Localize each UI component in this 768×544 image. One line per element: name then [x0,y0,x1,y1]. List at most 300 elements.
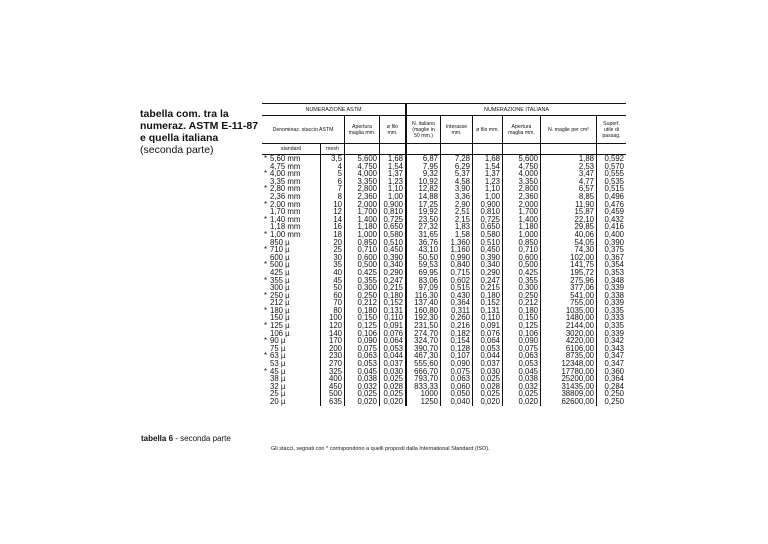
cell-mesh: 140 [321,330,345,338]
iso-marker: * [264,184,268,194]
cell-n-italiano: 97,09 [406,284,441,292]
cell-n-maglie: 15,87 [541,208,597,216]
iso-marker: * [264,321,268,331]
cell-interasse: 4,58 [441,178,473,186]
cell-n-italiano: 160,80 [406,307,441,315]
cell-superficie: 0,416 [604,222,624,232]
cell-n-maglie: 40,06 [541,231,597,239]
cell-apertura-astm: 0,212 [345,299,380,307]
cell-apertura-italiana: 2,000 [503,201,541,209]
cell-n-italiano: 69,95 [406,269,441,277]
cell-apertura-astm: 2,000 [345,201,380,209]
cell-filo-italiana: 1,37 [473,170,503,178]
cell-apertura-italiana: 0,250 [503,292,541,300]
col-header-denominazione: Denominaz. staccio ASTM [262,116,345,144]
cell-n-italiano: 666,70 [406,368,441,376]
cell-mesh: 20 [321,239,345,247]
cell-filo-astm: 1,54 [387,161,403,171]
cell-superficie: 0,250 [604,389,624,399]
cell-apertura-astm: 1,180 [345,223,380,231]
iso-marker: * [264,366,268,376]
cell-apertura-astm: 0,063 [345,352,380,360]
cell-superficie: 0,339 [604,298,624,308]
cell-superficie: 0,459 [604,207,624,217]
cell-filo-astm: 0,390 [383,252,403,262]
cell-mesh: 7 [321,185,345,193]
cell-filo-astm: 0,131 [383,305,403,315]
cell-superficie: 0,432 [604,214,624,224]
cell-mesh: 14 [321,216,345,224]
cell-n-italiano: 116,30 [406,292,441,300]
cell-filo-italiana: 0,390 [473,254,503,262]
cell-n-maglie: 8,85 [541,193,597,201]
cell-n-maglie: 25200,00 [541,375,597,383]
cell-interasse: 2,51 [441,208,473,216]
standard-value: 1,70 mm [270,207,301,217]
cell-interasse: 1,58 [441,231,473,239]
cell-apertura-italiana: 1,700 [503,208,541,216]
cell-mesh: 4 [321,163,345,171]
group-header-italiana: NUMERAZIONE ITALIANA [406,104,626,116]
cell-superficie: 0,284 [604,381,624,391]
table-caption-label: tabella 6 [141,434,174,443]
cell-superficie: 0,333 [604,313,624,323]
cell-apertura-italiana: 0,075 [503,345,541,353]
cell-filo-italiana: 0,025 [473,390,503,398]
cell-interasse: 0,128 [441,345,473,353]
cell-mesh: 400 [321,375,345,383]
cell-mesh: 25 [321,246,345,254]
cell-n-maglie: 1,88 [541,155,597,163]
iso-marker: * [264,260,268,270]
cell-apertura-italiana: 0,710 [503,246,541,254]
cell-filo-astm: 0,247 [383,275,403,285]
cell-n-maglie: 1480,00 [541,314,597,322]
cell-superficie: 0,342 [604,336,624,346]
cell-apertura-italiana: 0,300 [503,284,541,292]
cell-apertura-italiana: 0,355 [503,277,541,285]
cell-interasse: 0,040 [441,398,473,406]
cell-mesh: 40 [321,269,345,277]
standard-value: 32 µ [270,381,286,391]
iso-marker: * [264,229,268,239]
cell-interasse: 0,182 [441,330,473,338]
cell-superficie: 0,338 [604,290,624,300]
cell-n-italiano: 467,30 [406,352,441,360]
cell-interasse: 2,15 [441,216,473,224]
cell-filo-italiana: 0,450 [473,246,503,254]
cell-interasse: 0,602 [441,277,473,285]
standard-value: 75 µ [270,343,286,353]
cell-interasse: 3,36 [441,193,473,201]
standard-value: 106 µ [270,328,290,338]
cell-apertura-astm: 2,360 [345,193,380,201]
standard-value: 3,35 mm [270,176,301,186]
cell-filo-italiana: 0,030 [473,368,503,376]
cell-n-maglie: 3,47 [541,170,597,178]
cell-n-maglie: 12348,00 [541,360,597,368]
cell-apertura-astm: 0,125 [345,322,380,330]
cell-filo-italiana: 1,00 [473,193,503,201]
cell-n-maglie: 31435,00 [541,383,597,391]
cell-superficie: 0,347 [604,351,624,361]
cell-superficie: 0,339 [604,328,624,338]
cell-n-italiano: 10,92 [406,178,441,186]
cell-apertura-astm: 4,000 [345,170,380,178]
table-row [262,208,626,216]
standard-value: 600 µ [270,252,290,262]
cell-n-maglie: 6,57 [541,185,597,193]
cell-superficie: 0,535 [604,176,624,186]
cell-n-italiano: 19,92 [406,208,441,216]
cell-n-maglie: 6106,00 [541,345,597,353]
cell-mesh: 270 [321,360,345,368]
cell-apertura-italiana: 0,053 [503,360,541,368]
cell-filo-italiana: 1,68 [473,155,503,163]
cell-n-italiano: 1000 [406,390,441,398]
cell-n-maglie: 8735,00 [541,352,597,360]
standard-value: 425 µ [270,267,290,277]
standard-value: 250 µ [270,290,290,300]
cell-superficie: 0,367 [604,252,624,262]
cell-n-maglie: 1035,00 [541,307,597,315]
cell-filo-italiana: 0,580 [473,231,503,239]
cell-n-italiano: 31,65 [406,231,441,239]
cell-apertura-astm: 0,053 [345,360,380,368]
cell-filo-astm: 0,810 [383,207,403,217]
cell-filo-italiana: 0,510 [473,239,503,247]
cell-filo-italiana: 0,290 [473,269,503,277]
cell-apertura-italiana: 5,600 [503,155,541,163]
cell-apertura-astm: 1,000 [345,231,380,239]
iso-marker: * [264,154,268,163]
standard-value: 38 µ [270,374,286,384]
cell-n-italiano: 17,25 [406,201,441,209]
cell-n-maglie: 755,00 [541,299,597,307]
cell-filo-italiana: 0,037 [473,360,503,368]
cell-n-maglie: 3020,00 [541,330,597,338]
cell-n-maglie: 29,85 [541,223,597,231]
cell-filo-astm: 0,020 [383,397,403,406]
cell-mesh: 450 [321,383,345,391]
standard-value: 150 µ [270,313,290,323]
standard-value: 45 µ [270,366,286,376]
standard-value: 53 µ [270,359,286,369]
cell-interasse: 0,075 [441,368,473,376]
iso-marker: * [264,351,268,361]
cell-n-maglie: 275,96 [541,277,597,285]
cell-mesh: 10 [321,201,345,209]
cell-n-italiano: 14,88 [406,193,441,201]
col-header-interasse: Interasse mm. [441,116,473,144]
cell-n-italiano: 50,50 [406,254,441,262]
cell-mesh: 500 [321,390,345,398]
cell-superficie: 0,250 [604,397,624,406]
cell-apertura-astm: 0,425 [345,269,380,277]
cell-apertura-italiana: 0,038 [503,375,541,383]
cell-mesh: 60 [321,292,345,300]
cell-filo-italiana: 0,076 [473,330,503,338]
cell-interasse: 6,29 [441,163,473,171]
table-body [262,155,626,406]
cell-n-italiano: 390,70 [406,345,441,353]
cell-n-italiano: 793,70 [406,375,441,383]
cell-superficie: 0,555 [604,169,624,179]
standard-value: 20 µ [270,397,286,406]
table-caption-text: - seconda parte [173,434,231,443]
col-header-n-maglie: N. maglie per cm² [541,116,597,144]
cell-apertura-astm: 0,600 [345,254,380,262]
table-row [262,178,626,186]
cell-mesh: 635 [321,398,345,406]
cell-apertura-astm: 0,025 [345,390,380,398]
cell-interasse: 0,430 [441,292,473,300]
cell-superficie: 0,335 [604,305,624,315]
standard-value: 25 µ [270,389,286,399]
table-title [140,108,262,156]
standard-value: 4,75 mm [270,161,301,171]
cell-superficie: 0,339 [604,283,624,293]
cell-filo-italiana: 0,180 [473,292,503,300]
table-row [262,170,626,178]
cell-apertura-astm: 0,355 [345,277,380,285]
col-header-standard: standard [262,144,321,155]
cell-apertura-astm: 0,020 [345,398,380,406]
cell-filo-astm: 0,180 [383,290,403,300]
cell-apertura-italiana: 0,180 [503,307,541,315]
iso-marker: * [264,305,268,315]
cell-n-maglie: 2144,00 [541,322,597,330]
cell-filo-astm: 0,028 [383,381,403,391]
cell-apertura-astm: 0,250 [345,292,380,300]
cell-apertura-italiana: 0,125 [503,322,541,330]
col-header-filo-italiana: ø filo mm. [473,116,503,144]
iso-marker: * [264,245,268,255]
cell-filo-italiana: 0,020 [473,398,503,406]
cell-apertura-astm: 4,750 [345,163,380,171]
cell-apertura-astm: 0,850 [345,239,380,247]
cell-mesh: 3,5 [321,155,345,163]
standard-value: 5,60 mm [270,154,301,163]
cell-filo-astm: 0,650 [383,222,403,232]
col-header-n-italiano: N. italiano (maglie in 50 mm.) [406,116,441,144]
cell-filo-astm: 0,064 [383,336,403,346]
cell-apertura-italiana: 0,500 [503,261,541,269]
cell-mesh: 100 [321,314,345,322]
cell-n-italiano: 36,76 [406,239,441,247]
cell-filo-italiana: 0,650 [473,223,503,231]
cell-n-italiano: 192,30 [406,314,441,322]
cell-interasse: 0,840 [441,261,473,269]
cell-filo-astm: 0,030 [383,366,403,376]
cell-interasse: 5,37 [441,170,473,178]
cell-n-italiano: 555,60 [406,360,441,368]
cell-superficie: 0,353 [604,267,624,277]
sieve-conversion-table [262,103,626,406]
cell-filo-italiana: 0,091 [473,322,503,330]
cell-mesh: 30 [321,254,345,262]
table-row [262,155,626,163]
cell-apertura-astm: 0,300 [345,284,380,292]
col-header-apertura-italiana: Apertura maglia mm. [503,116,541,144]
cell-filo-astm: 0,091 [383,321,403,331]
standard-value: 1,18 mm [270,222,301,232]
cell-n-italiano: 59,53 [406,261,441,269]
standard-value: 710 µ [270,245,290,255]
cell-apertura-italiana: 1,000 [503,231,541,239]
cell-mesh: 170 [321,337,345,345]
table-caption [141,434,231,443]
table-row [262,216,626,224]
standard-value: 1,00 mm [270,229,301,239]
table-row [262,231,626,239]
cell-apertura-italiana: 3,350 [503,178,541,186]
cell-interasse: 0,715 [441,269,473,277]
cell-apertura-astm: 0,500 [345,261,380,269]
cell-filo-italiana: 0,131 [473,307,503,315]
cell-apertura-italiana: 1,400 [503,216,541,224]
cell-interasse: 0,364 [441,299,473,307]
cell-interasse: 1,83 [441,223,473,231]
cell-apertura-astm: 0,090 [345,337,380,345]
cell-mesh: 200 [321,345,345,353]
cell-filo-italiana: 0,725 [473,216,503,224]
cell-n-maglie: 195,72 [541,269,597,277]
group-header-astm: NUMERAZIONE ASTM [262,104,406,116]
cell-apertura-italiana: 0,850 [503,239,541,247]
table-title-sub: (seconda parte) [140,144,214,156]
cell-superficie: 0,360 [604,366,624,376]
cell-n-italiano: 231,50 [406,322,441,330]
cell-apertura-italiana: 0,063 [503,352,541,360]
cell-filo-astm: 0,725 [383,214,403,224]
cell-apertura-italiana: 0,106 [503,330,541,338]
cell-filo-italiana: 1,54 [473,163,503,171]
iso-marker: * [264,199,268,209]
cell-mesh: 70 [321,299,345,307]
cell-apertura-astm: 3,350 [345,178,380,186]
cell-apertura-italiana: 0,020 [503,398,541,406]
cell-apertura-italiana: 1,180 [503,223,541,231]
cell-superficie: 0,496 [604,191,624,201]
cell-apertura-astm: 0,150 [345,314,380,322]
cell-apertura-astm: 1,700 [345,208,380,216]
cell-interasse: 2,90 [441,201,473,209]
cell-mesh: 8 [321,193,345,201]
cell-apertura-italiana: 0,600 [503,254,541,262]
cell-superficie: 0,347 [604,359,624,369]
cell-apertura-astm: 1,400 [345,216,380,224]
cell-interasse: 0,216 [441,322,473,330]
cell-interasse: 1,360 [441,239,473,247]
cell-n-italiano: 1250 [406,398,441,406]
cell-n-maglie: 4220,00 [541,337,597,345]
standard-value: 500 µ [270,260,290,270]
cell-filo-astm: 0,044 [383,351,403,361]
cell-mesh: 45 [321,277,345,285]
cell-filo-astm: 0,076 [383,328,403,338]
standard-value: 300 µ [270,283,290,293]
cell-filo-italiana: 0,028 [473,383,503,391]
cell-mesh: 16 [321,223,345,231]
cell-apertura-astm: 0,106 [345,330,380,338]
table-row [262,185,626,193]
cell-n-italiano: 83,06 [406,277,441,285]
cell-superficie: 0,570 [604,161,624,171]
cell-filo-astm: 0,580 [383,229,403,239]
cell-filo-astm: 1,37 [387,169,403,179]
cell-n-maglie: 541,00 [541,292,597,300]
cell-apertura-astm: 0,075 [345,345,380,353]
cell-filo-astm: 0,215 [383,283,403,293]
iso-marker: * [264,290,268,300]
cell-superficie: 0,335 [604,321,624,331]
standard-value: 355 µ [270,275,290,285]
cell-mesh: 35 [321,261,345,269]
cell-interasse: 0,063 [441,375,473,383]
cell-apertura-italiana: 0,090 [503,337,541,345]
cell-mesh: 80 [321,307,345,315]
cell-n-italiano: 43,10 [406,246,441,254]
standard-value: 125 µ [270,321,290,331]
cell-n-maglie: 11,90 [541,201,597,209]
cell-n-italiano: 27,32 [406,223,441,231]
cell-superficie: 0,343 [604,343,624,353]
footnote: Gli stacci, segnati con * corrispondono a quelli proposti dalla International Standard (ISO). [271,446,490,452]
cell-filo-astm: 1,00 [387,191,403,201]
cell-apertura-italiana: 4,000 [503,170,541,178]
cell-mesh: 18 [321,231,345,239]
cell-filo-italiana: 0,340 [473,261,503,269]
cell-filo-astm: 0,152 [383,298,403,308]
col-header-superficie: Superf. utile di passag. [597,116,627,144]
cell-apertura-astm: 0,032 [345,383,380,391]
cell-n-italiano: 6,87 [406,155,441,163]
cell-interasse: 0,154 [441,337,473,345]
cell-interasse: 0,311 [441,307,473,315]
cell-filo-astm: 0,290 [383,267,403,277]
standard-value: 63 µ [270,351,286,361]
cell-filo-astm: 0,025 [383,389,403,399]
standard-value: 180 µ [270,305,290,315]
cell-interasse: 0,990 [441,254,473,262]
cell-filo-italiana: 0,110 [473,314,503,322]
table-row [262,201,626,209]
cell-apertura-astm: 0,045 [345,368,380,376]
cell-superficie: 0,390 [604,237,624,247]
cell-filo-astm: 0,450 [383,245,403,255]
cell-filo-italiana: 1,23 [473,178,503,186]
cell-superficie: 0,515 [604,184,624,194]
standard-value: 2,00 mm [270,199,301,209]
cell-interasse: 0,515 [441,284,473,292]
cell-apertura-astm: 5,600 [345,155,380,163]
cell-n-italiano: 7,95 [406,163,441,171]
standard-value: 212 µ [270,298,290,308]
iso-marker: * [264,275,268,285]
cell-filo-italiana: 0,900 [473,201,503,209]
cell-n-italiano: 9,32 [406,170,441,178]
cell-superficie: 0,476 [604,199,624,209]
table-row [262,223,626,231]
cell-n-maglie: 38809,00 [541,390,597,398]
cell-apertura-italiana: 0,150 [503,314,541,322]
cell-interasse: 0,260 [441,314,473,322]
standard-value: 4,00 mm [270,169,301,179]
cell-superficie: 0,354 [604,260,624,270]
cell-n-maglie: 4,77 [541,178,597,186]
cell-filo-astm: 0,037 [383,359,403,369]
